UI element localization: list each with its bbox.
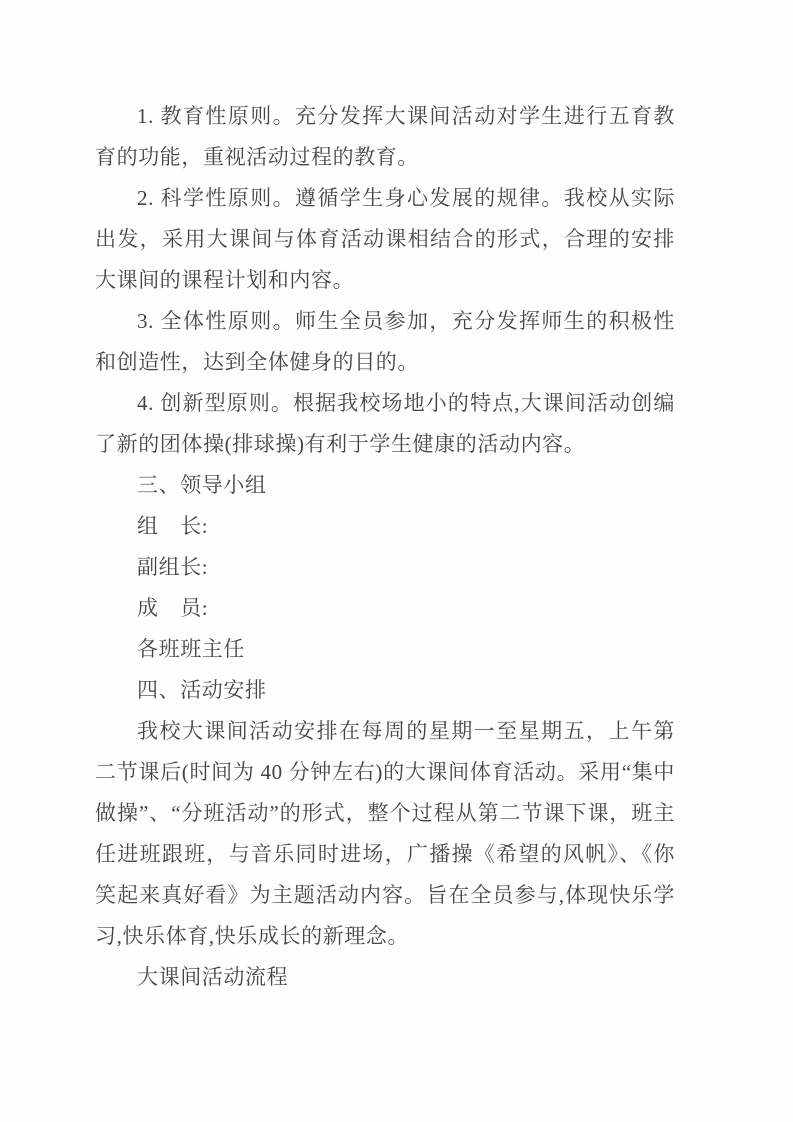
paragraph-principle-3-whole-participation: 3. 全体性原则。师生全员参加，充分发挥师生的积极性和创造性，达到全体健身的目的。 [95, 309, 675, 374]
paragraph-activity-arrangement-detail: 我校大课间活动安排在每周的星期一至星期五，上午第二节课后(时间为 40 分钟左右)的大课间体育活动。采用“集中做操”、“分班活动”的形式，整个过程从第二节课下课，班主任进班跟班，与音乐同时进场，广播操《希望的风帆》、《你笑起来真好看》为主题活动内容。旨在全员参与,体现快乐学习,快乐体育,快乐成长的新理念。 [95, 719, 675, 948]
paragraph-principle-2-science: 2. 科学性原则。遵循学生身心发展的规律。我校从实际出发，采用大课间与体育活动课相结合的形式，合理的安排大课间的课程计划和内容。 [95, 186, 675, 292]
document-body [95, 96, 675, 998]
paragraph-principle-4-innovation: 4. 创新型原则。根据我校场地小的特点,大课间活动创编了新的团体操(排球操)有利于学生健康的活动内容。 [95, 391, 675, 456]
heading-section-3-leadership-group: 三、领导小组 [137, 473, 267, 497]
heading-section-4-activity-arrangement: 四、活动安排 [137, 678, 267, 702]
paragraph-principle-1-education: 1. 教育性原则。充分发挥大课间活动对学生进行五育教育的功能，重视活动过程的教育。 [95, 104, 675, 169]
line-class-head-teachers: 各班班主任 [137, 637, 245, 661]
line-group-leader: 组 长: [137, 514, 209, 538]
line-deputy-group-leader: 副组长: [137, 555, 209, 579]
heading-activity-flow: 大课间活动流程 [137, 965, 289, 989]
line-members: 成 员: [137, 596, 209, 620]
